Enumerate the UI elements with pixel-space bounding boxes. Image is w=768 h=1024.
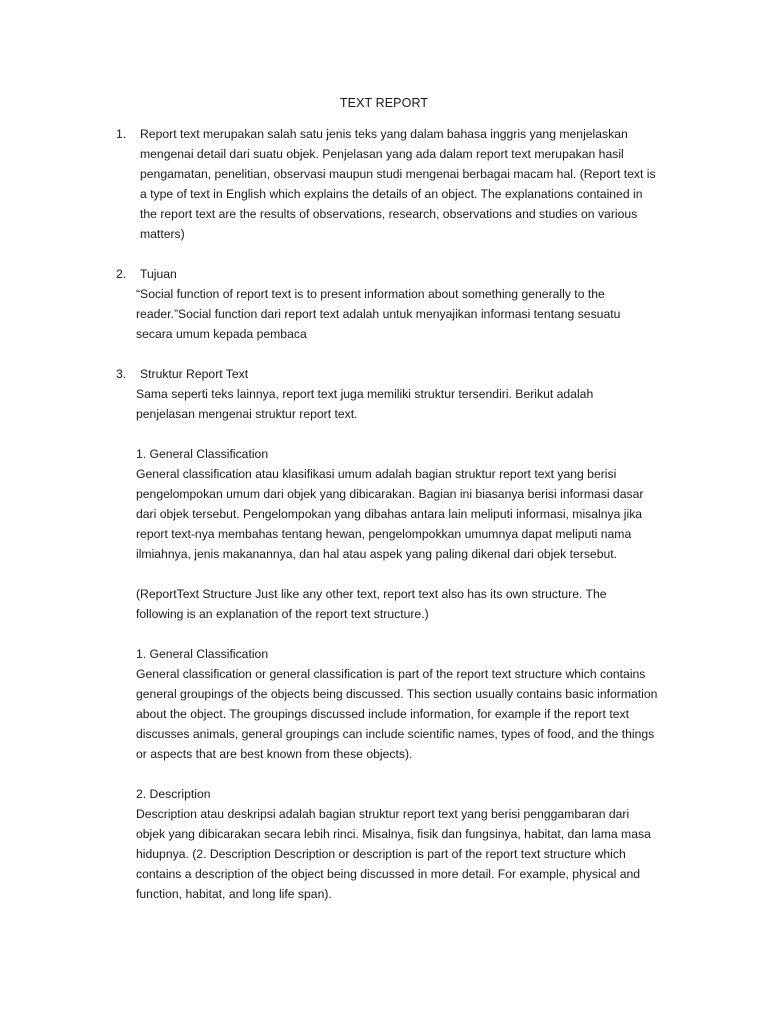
- section-heading: Struktur Report Text: [140, 367, 249, 381]
- list-number: 3.: [116, 367, 127, 381]
- text-line: pengamatan, penelitian, observasi maupun studi mengenai berbagai macam hal. (Report text is: [140, 167, 656, 181]
- text-line: reader.”Social function dari report text adalah untuk menyajikan informasi tentang sesuatu: [136, 307, 621, 321]
- text-line: mengenai detail dari suatu objek. Penjelasan yang ada dalam report text merupakan hasil: [140, 147, 624, 161]
- list-number: 2.: [116, 267, 127, 281]
- subsection-heading: 2. Description: [136, 787, 211, 801]
- item2-body: [136, 284, 666, 344]
- text-line: function, habitat, and long life span).: [136, 887, 332, 901]
- text-line: Description atau deskripsi adalah bagian struktur report text yang berisi penggambaran dari: [136, 807, 630, 821]
- text-line: pengelompokan umum dari objek yang dibicarakan. Bagian ini biasanya berisi informasi dasar: [136, 487, 644, 501]
- structure-en: [136, 584, 666, 624]
- text-line: the report text are the results of observations, research, observations and studies on various: [140, 207, 638, 221]
- text-line: General classification or general classification is part of the report text structure which contains: [136, 667, 646, 681]
- text-line: or aspects that are best known from these objects).: [136, 747, 413, 761]
- text-line: general groupings of the objects being discussed. This section usually contains basic information: [136, 687, 658, 701]
- text-line: contains a description of the object being discussed in more detail. For example, physical and: [136, 867, 641, 881]
- text-line: discusses animals, general groupings can include scientific names, types of food, and the things: [136, 727, 655, 741]
- text-line: secara umum kepada pembaca: [136, 327, 307, 341]
- subsection-heading: 1. General Classification: [136, 647, 269, 661]
- document-title: TEXT REPORT: [339, 96, 429, 110]
- text-line: a type of text in English which explains the details of an object. The explanations contained in: [140, 187, 643, 201]
- section-heading: Tujuan: [140, 267, 177, 281]
- text-line: penjelasan mengenai struktur report text.: [136, 407, 358, 421]
- text-line: Report text merupakan salah satu jenis teks yang dalam bahasa inggris yang menjelaskan: [140, 127, 628, 141]
- text-line: General classification atau klasifikasi umum adalah bagian struktur report text yang berisi: [136, 467, 617, 481]
- list-item-2: [116, 264, 656, 284]
- list-item-1: [116, 124, 656, 244]
- list-item-3: [116, 364, 656, 384]
- text-line: “Social function of report text is to present information about something generally to the: [136, 287, 605, 301]
- general-classification-en: [136, 644, 666, 764]
- item3-body: [136, 384, 666, 424]
- text-line: objek yang dibicarakan secara lebih rinci. Misalnya, fisik dan fungsinya, habitat, dan lama masa: [136, 827, 651, 841]
- text-line: following is an explanation of the report text structure.): [136, 607, 429, 621]
- text-line: dari objek tersebut. Pengelompokan yang dibahas antara lain meliputi informasi, misalnya jika: [136, 507, 643, 521]
- text-line: matters): [140, 227, 185, 241]
- text-line: Sama seperti teks lainnya, report text juga memiliki struktur tersendiri. Berikut adalah: [136, 387, 594, 401]
- text-line: ilmiahnya, jenis makanannya, dan hal atau aspek yang paling dikenal dari objek tersebut.: [136, 547, 618, 561]
- description-section: [136, 784, 666, 904]
- list-number: 1.: [116, 127, 127, 141]
- text-line: about the object. The groupings discussed include information, for example if the report text: [136, 707, 629, 721]
- text-line: (ReportText Structure Just like any other text, report text also has its own structure. The: [136, 587, 607, 601]
- subsection-heading: 1. General Classification: [136, 447, 269, 461]
- general-classification-id: [136, 444, 666, 564]
- item1-body: [140, 124, 656, 244]
- text-line: report text-nya membahas tentang hewan, pengelompokkan umumnya dapat meliputi nama: [136, 527, 632, 541]
- text-line: hidupnya. (2. Description Description or description is part of the report text structure which: [136, 847, 626, 861]
